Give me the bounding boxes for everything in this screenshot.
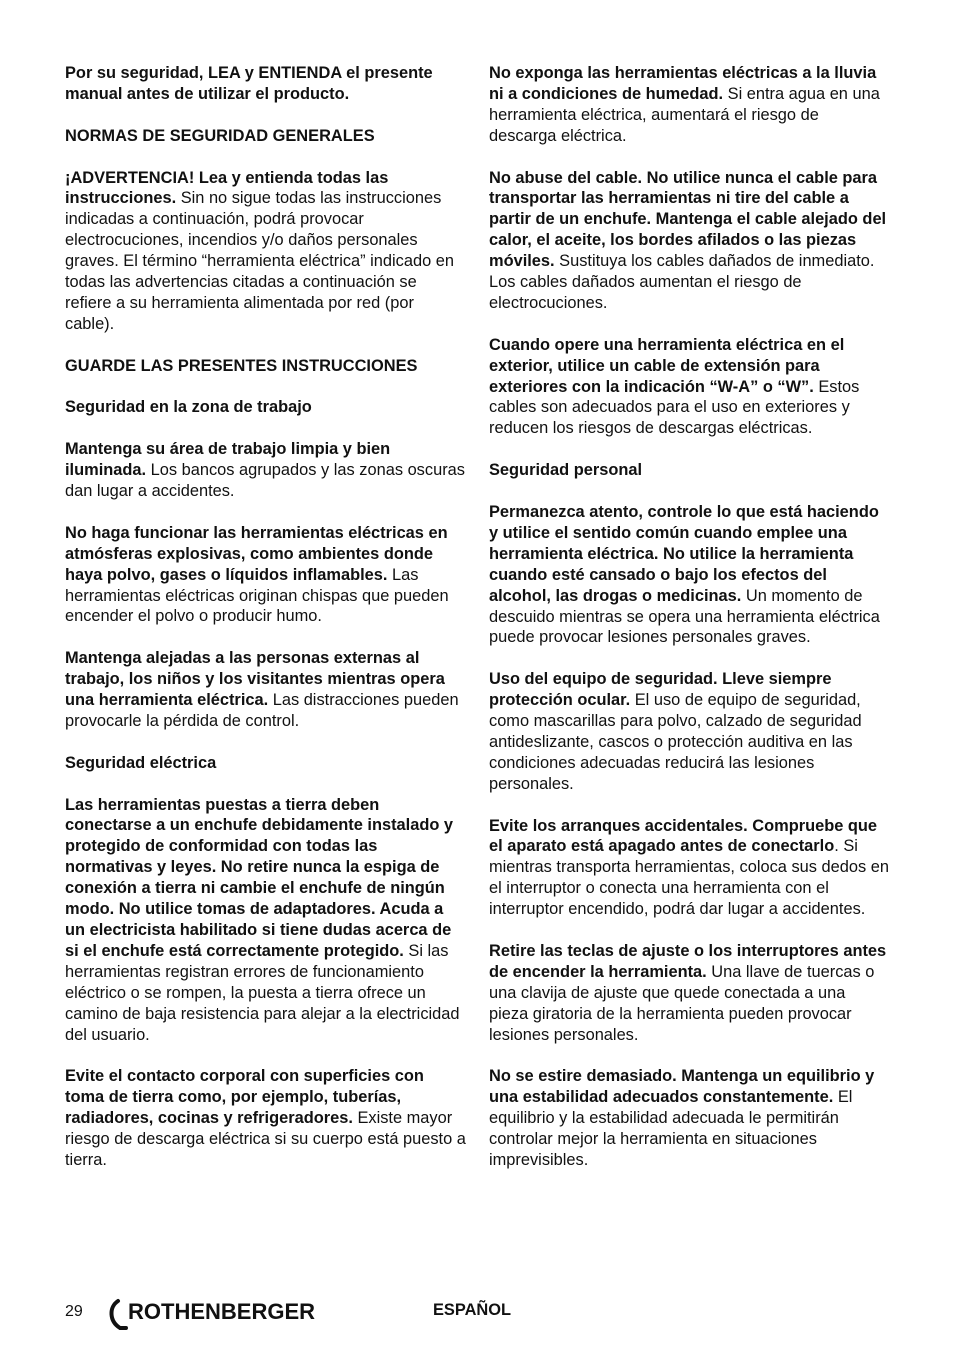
paragraph: No se estire demasiado. Mantenga un equilibrio y una estabilidad adecuados constantemente. El equilibrio y la estabilidad adecuada le permitirán controlar mejor la herramienta en situaciones imprevisibles. (489, 1067, 875, 1169)
paragraph: Uso del equipo de seguridad. Lleve siempre protección ocular. El uso de equipo de seguridad, como mascarillas para polvo, calzado de seguridad antideslizante, cascos o protección auditiva en las condiciones adecuadas reducirá las lesiones personales. (489, 670, 862, 793)
section-heading: NORMAS DE SEGURIDAD GENERALES (65, 126, 375, 145)
paragraph: Evite el contacto corporal con superficies con toma de tierra como, por ejemplo, tuberías, radiadores, cocinas y refrigeradores. Existe mayor riesgo de descarga eléctrica si su cuerpo está puesto a tierra. (65, 1067, 466, 1169)
language-label: ESPAÑOL (433, 1301, 512, 1319)
section-heading: Seguridad eléctrica (65, 753, 217, 772)
left-column (65, 63, 467, 1192)
section-heading: Seguridad personal (489, 461, 643, 480)
rothenberger-logo (106, 1297, 346, 1331)
paragraph: Mantenga su área de trabajo limpia y bien iluminada. Los bancos agrupados y las zonas oscuras dan lugar a accidentes. (65, 440, 465, 501)
paragraph: ¡ADVERTENCIA! Lea y entienda todas las instrucciones. Sin no sigue todas las instrucciones indicadas a continuación, podrá provocar electrocuciones, incendios y/o daños personales graves. El término “herramienta eléctrica” indicado en todas las advertencias citadas a continuación se refiere a su herramienta alimentada por red (por cable). (65, 168, 454, 333)
section-heading: Seguridad en la zona de trabajo (65, 398, 312, 417)
paragraph: Las herramientas puestas a tierra deben conectarse a un enchufe debidamente instalado y protegido de conformidad con todas las normativas y leyes. No retire nunca la espiga de conexión a tierra ni cambie el enchufe de ningún modo. No utilice tomas de adaptadores. Acuda a un electricista habilitado si tiene dudas acerca de si el enchufe está correctamente protegido. Si las herramientas registran errores de funcionamiento eléctrico o se rompen, la puesta a tierra ofrece un camino de baja resistencia para alejar a la electricidad del usuario. (65, 795, 460, 1044)
brand-wordmark: ROTHENBERGER (128, 1299, 316, 1324)
paragraph: Por su seguridad, LEA y ENTIENDA el presente manual antes de utilizar el producto. (65, 64, 433, 103)
paragraph: Evite los arranques accidentales. Compruebe que el aparato está apagado antes de conectarlo. Si mientras transporta herramientas, coloca sus dedos en el interruptor o conecta una herramienta con el interruptor encendido, podrá dar lugar a accidentes. (489, 816, 889, 919)
paragraph: Retire las teclas de ajuste o los interruptores antes de encender la herramienta. Una llave de tuercas o una clavija de ajuste que quede conectada a una pieza giratoria de la herramienta pueden provocar lesiones personales. (489, 941, 887, 1044)
page-footer (0, 1297, 954, 1337)
page-number: 29 (65, 1303, 83, 1320)
paragraph: No exponga las herramientas eléctricas a la lluvia ni a condiciones de humedad. Si entra agua en una herramienta eléctrica, aumentará el riesgo de descarga eléctrica. (489, 64, 880, 145)
paragraph: Mantenga alejadas a las personas externas al trabajo, los niños y los visitantes mientras opera una herramienta eléctrica. Las distracciones pueden provocarle la pérdida de control. (65, 649, 459, 730)
right-column (489, 63, 889, 1192)
paragraph: Permanezca atento, controle lo que está haciendo y utilice el sentido común cuando emplee una herramienta eléctrica. No utilice la herramienta cuando esté cansado o bajo los efectos del alcohol, las drogas o medicinas. Un momento de descuido mientras se opera una herramienta eléctrica puede provocar lesiones personales graves. (489, 502, 880, 647)
logo-graphic (106, 1297, 346, 1331)
paragraph: Cuando opere una herramienta eléctrica en el exterior, utilice un cable de extensión para exteriores con la indicación “W-A” o “W”. Estos cables son adecuados para el uso en exteriores y reducen los riesgos de descargas eléctricas. (489, 335, 860, 438)
section-heading: GUARDE LAS PRESENTES INSTRUCCIONES (65, 356, 418, 375)
paragraph: No haga funcionar las herramientas eléctricas en atmósferas explosivas, como ambientes donde haya polvo, gases o líquidos inflamables. Las herramientas eléctricas originan chispas que pueden encender el polvo o producir humo. (65, 523, 449, 626)
paragraph: No abuse del cable. No utilice nunca el cable para transportar las herramientas ni tire del cable a partir de un enchufe. Mantenga el cable alejado del calor, el aceite, los bordes afilados o las piezas móviles. Sustituya los cables dañados de inmediato. Los cables dañados aumentan el riesgo de electrocuciones. (489, 168, 887, 312)
